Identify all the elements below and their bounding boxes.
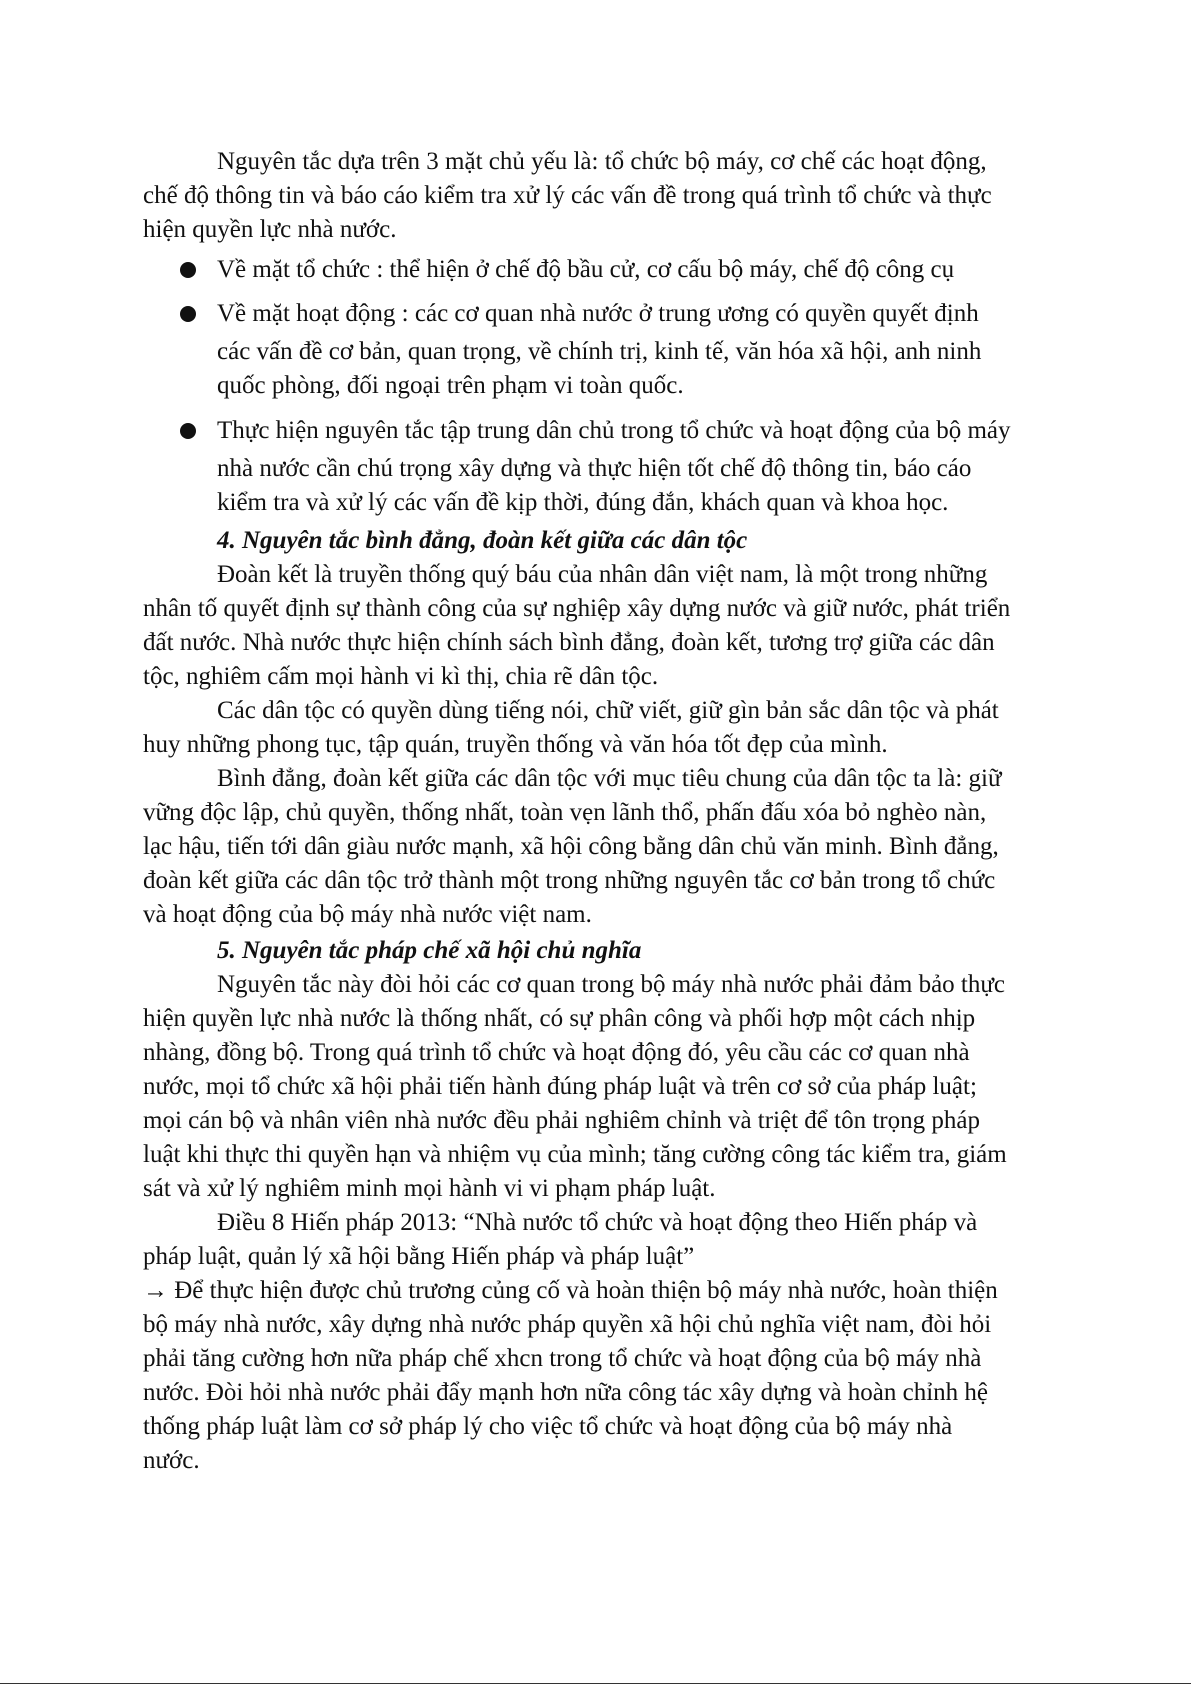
paragraph-line: nước, mọi tổ chức xã hội phải tiến hành đúng pháp luật và trên cơ sở của pháp luật; xyxy=(143,1073,977,1100)
paragraph-line: thống pháp luật làm cơ sở pháp lý cho việc tổ chức và hoạt động của bộ máy nhà xyxy=(143,1413,953,1440)
paragraph-line: Nguyên tắc dựa trên 3 mặt chủ yếu là: tổ chức bộ máy, cơ chế các hoạt động, xyxy=(217,148,987,175)
bullet-line: Về mặt tổ chức : thể hiện ở chế độ bầu cử, cơ cấu bộ máy, chế độ công cụ xyxy=(217,256,955,283)
page-bottom-divider xyxy=(0,1683,1191,1684)
bullet-line: Thực hiện nguyên tắc tập trung dân chủ trong tổ chức và hoạt động của bộ máy xyxy=(217,417,1011,444)
paragraph-line: nhàng, đồng bộ. Trong quá trình tổ chức và hoạt động đó, yêu cầu các cơ quan nhà xyxy=(143,1039,970,1066)
paragraph-line: hiện quyền lực nhà nước. xyxy=(143,216,397,243)
paragraph-line: nhân tố quyết định sự thành công của sự nghiệp xây dựng nước và giữ nước, phát triển xyxy=(143,595,1011,622)
section-4-paragraph-2 xyxy=(143,694,1043,762)
section-4-heading: 4. Nguyên tắc bình đẳng, đoàn kết giữa các dân tộc xyxy=(217,527,748,554)
paragraph-line: tộc, nghiêm cấm mọi hành vi kì thị, chia rẽ dân tộc. xyxy=(143,663,659,690)
paragraph-line: Đoàn kết là truyền thống quý báu của nhân dân việt nam, là một trong những xyxy=(217,561,988,588)
paragraph-line: Điều 8 Hiến pháp 2013: “Nhà nước tổ chức và hoạt động theo Hiến pháp và xyxy=(217,1209,978,1236)
paragraph-line: → Để thực hiện được chủ trương củng cố và hoàn thiện bộ máy nhà nước, hoàn thiện xyxy=(143,1277,998,1304)
paragraph-line: Nguyên tắc này đòi hỏi các cơ quan trong bộ máy nhà nước phải đảm bảo thực xyxy=(217,971,1006,998)
paragraph-line: lạc hậu, tiến tới dân giàu nước mạnh, xã hội công bằng dân chủ văn minh. Bình đẳng, xyxy=(143,833,999,860)
intro-paragraph xyxy=(143,145,1043,247)
section-5-heading: 5. Nguyên tắc pháp chế xã hội chủ nghĩa xyxy=(217,937,642,964)
paragraph-line: hiện quyền lực nhà nước là thống nhất, có sự phân công và phối hợp một cách nhịp xyxy=(143,1005,976,1032)
paragraph-line: luật khi thực thi quyền hạn và nhiệm vụ của mình; tăng cường công tác kiểm tra, giám xyxy=(143,1141,1007,1168)
section-5-paragraph-2 xyxy=(143,1206,1043,1274)
paragraph-line: chế độ thông tin và báo cáo kiểm tra xử lý các vấn đề trong quá trình tổ chức và thực xyxy=(143,182,992,209)
section-4-paragraph-1 xyxy=(143,558,1043,694)
paragraph-line: nước. xyxy=(143,1447,200,1474)
section-4-paragraph-3 xyxy=(143,762,1043,932)
paragraph-line: nước. Đòi hỏi nhà nước phải đẩy mạnh hơn nữa công tác xây dựng và hoàn chỉnh hệ xyxy=(143,1379,989,1406)
bullet-dot-icon xyxy=(180,306,196,322)
paragraph-line: pháp luật, quản lý xã hội bằng Hiến pháp và pháp luật” xyxy=(143,1243,695,1270)
paragraph-line: vững độc lập, chủ quyền, thống nhất, toàn vẹn lãnh thổ, phấn đấu xóa bỏ nghèo nàn, xyxy=(143,799,987,826)
paragraph-line: và hoạt động của bộ máy nhà nước việt nam. xyxy=(143,901,592,928)
bullet-line: kiểm tra và xử lý các vấn đề kịp thời, đúng đắn, khách quan và khoa học. xyxy=(217,489,949,516)
bullet-dot-icon xyxy=(180,262,196,278)
section-5-paragraph-1 xyxy=(143,968,1043,1206)
paragraph-line: sát và xử lý nghiêm minh mọi hành vi vi phạm pháp luật. xyxy=(143,1175,716,1202)
paragraph-line: huy những phong tục, tập quán, truyền thống và văn hóa tốt đẹp của mình. xyxy=(143,731,888,758)
paragraph-line: đất nước. Nhà nước thực hiện chính sách bình đẳng, đoàn kết, tương trợ giữa các dân xyxy=(143,629,995,656)
paragraph-line: mọi cán bộ và nhân viên nhà nước đều phải nghiêm chỉnh và triệt để tôn trọng pháp xyxy=(143,1107,980,1134)
paragraph-line: đoàn kết giữa các dân tộc trở thành một trong những nguyên tắc cơ bản trong tổ chức xyxy=(143,867,996,894)
paragraph-line: bộ máy nhà nước, xây dựng nhà nước pháp quyền xã hội chủ nghĩa việt nam, đòi hỏi xyxy=(143,1311,992,1338)
bullet-line: quốc phòng, đối ngoại trên phạm vi toàn quốc. xyxy=(217,372,684,399)
paragraph-line: Bình đẳng, đoàn kết giữa các dân tộc với mục tiêu chung của dân tộc ta là: giữ xyxy=(217,765,1002,792)
bullet-line: các vấn đề cơ bản, quan trọng, về chính trị, kinh tế, văn hóa xã hội, anh ninh xyxy=(217,338,982,365)
section-5-paragraph-3 xyxy=(143,1274,1043,1478)
bullet-dot-icon xyxy=(180,423,196,439)
paragraph-line: Các dân tộc có quyền dùng tiếng nói, chữ viết, giữ gìn bản sắc dân tộc và phát xyxy=(217,697,999,724)
bullet-line: nhà nước cần chú trọng xây dựng và thực hiện tốt chế độ thông tin, báo cáo xyxy=(217,455,972,482)
paragraph-line: phải tăng cường hơn nữa pháp chế xhcn trong tổ chức và hoạt động của bộ máy nhà xyxy=(143,1345,982,1372)
bullet-line: Về mặt hoạt động : các cơ quan nhà nước ở trung ương có quyền quyết định xyxy=(217,300,979,327)
